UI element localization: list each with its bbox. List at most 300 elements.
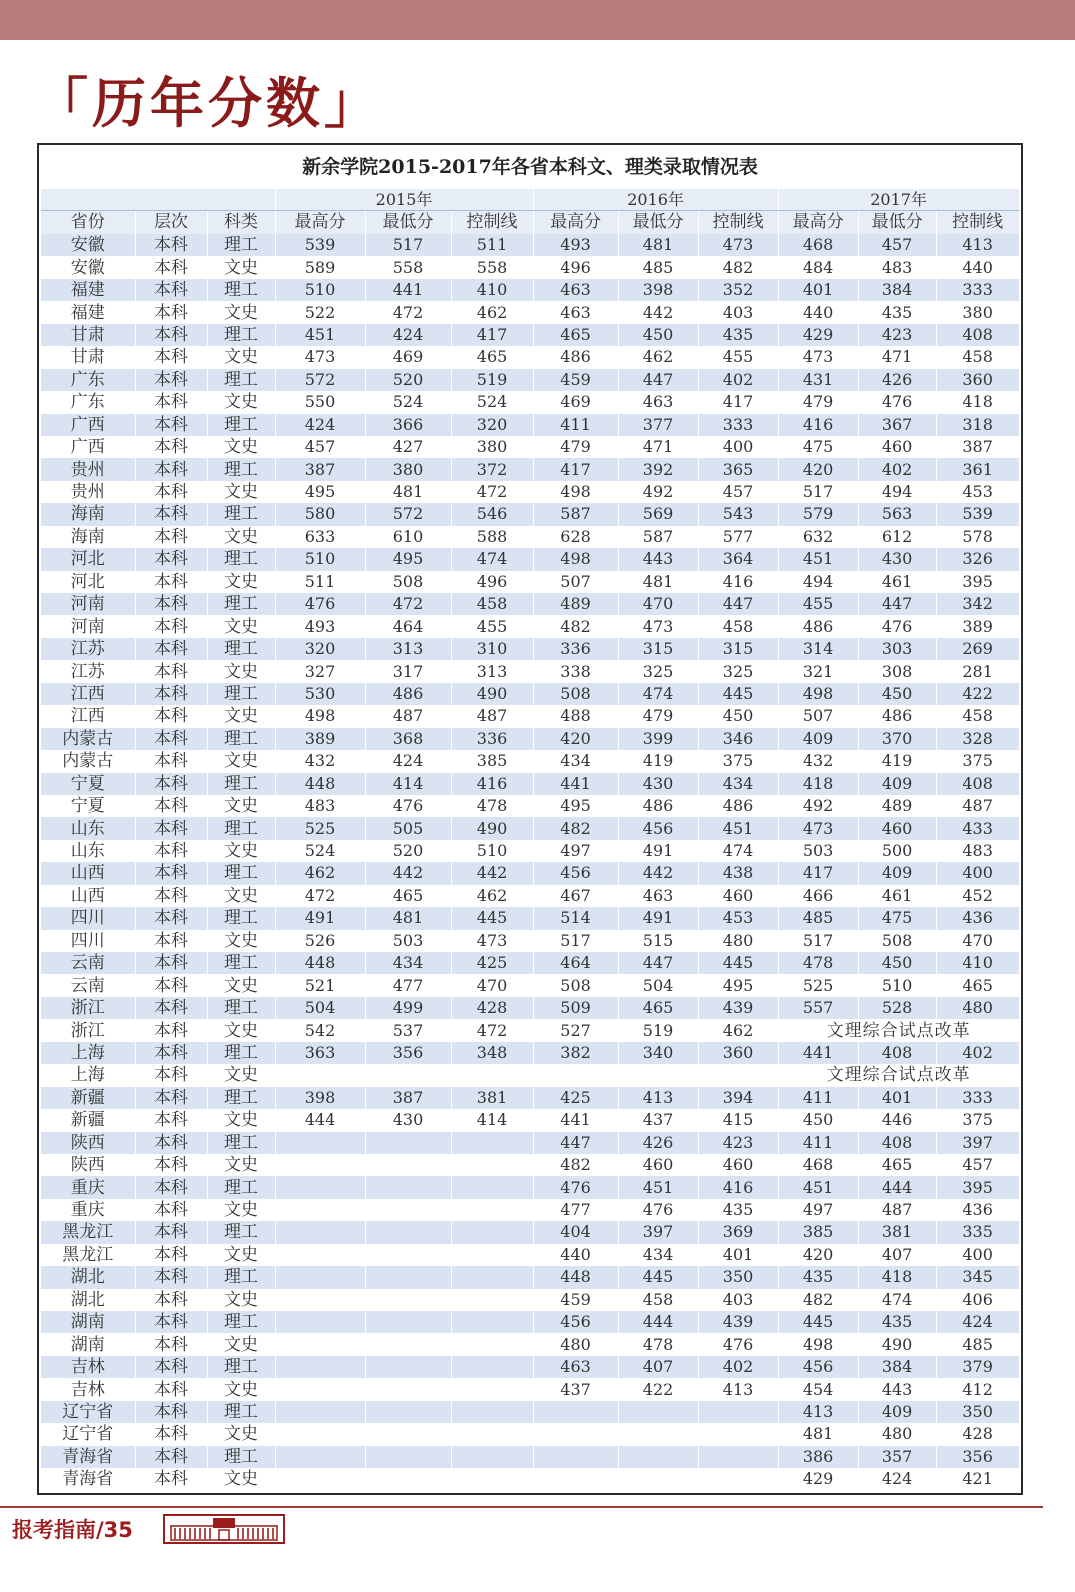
cell-level: 本科 — [135, 1423, 207, 1445]
cell-line-2016: 577 — [698, 526, 778, 548]
table-row — [41, 1333, 1019, 1355]
cell-max-2016: 508 — [533, 683, 618, 705]
cell-province: 河北 — [41, 571, 135, 593]
cell-max-2016: 456 — [533, 1311, 618, 1333]
cell-min-2017: 460 — [858, 817, 936, 839]
table-row — [41, 952, 1019, 974]
cell-min-2017: 494 — [858, 481, 936, 503]
cell-min-2015: 481 — [365, 907, 451, 929]
cell-min-2016: 377 — [618, 414, 698, 436]
cell-min-2016: 463 — [618, 391, 698, 413]
cell-max-2015 — [275, 1468, 365, 1490]
cell-line-2016: 369 — [698, 1221, 778, 1243]
cell-min-2015: 464 — [365, 615, 451, 637]
cell-line-2017: 375 — [936, 1109, 1019, 1131]
cell-max-2016: 496 — [533, 256, 618, 278]
cell-level: 本科 — [135, 1019, 207, 1041]
cell-line-2015: 490 — [451, 817, 533, 839]
cell-level: 本科 — [135, 1199, 207, 1221]
table-row — [41, 997, 1019, 1019]
cell-max-2017: 420 — [778, 1244, 858, 1266]
table-row — [41, 1378, 1019, 1400]
table-row — [41, 391, 1019, 413]
footer-page-label: 报考指南/35 — [12, 1518, 133, 1542]
table-row — [41, 1042, 1019, 1064]
cell-province: 上海 — [41, 1042, 135, 1064]
cell-cat: 理工 — [207, 1042, 275, 1064]
cell-cat: 文史 — [207, 615, 275, 637]
cell-cat: 文史 — [207, 840, 275, 862]
cell-line-2017: 487 — [936, 795, 1019, 817]
cell-cat: 理工 — [207, 907, 275, 929]
cell-min-2015: 572 — [365, 503, 451, 525]
cell-line-2017: 418 — [936, 391, 1019, 413]
cell-max-2017: 479 — [778, 391, 858, 413]
cell-cat: 理工 — [207, 1401, 275, 1423]
cell-province: 辽宁省 — [41, 1401, 135, 1423]
cell-province: 内蒙古 — [41, 750, 135, 772]
cell-level: 本科 — [135, 1266, 207, 1288]
cell-min-2015: 499 — [365, 997, 451, 1019]
cell-province: 吉林 — [41, 1356, 135, 1378]
table-row — [41, 234, 1019, 256]
cell-line-2017: 452 — [936, 885, 1019, 907]
cell-max-2016: 628 — [533, 526, 618, 548]
cell-province: 湖北 — [41, 1266, 135, 1288]
cell-line-2015: 425 — [451, 952, 533, 974]
table-row — [41, 481, 1019, 503]
table-row — [41, 346, 1019, 368]
cell-min-2015: 380 — [365, 458, 451, 480]
cell-max-2017: 503 — [778, 840, 858, 862]
cell-max-2017: 451 — [778, 548, 858, 570]
cell-max-2016: 382 — [533, 1042, 618, 1064]
cell-province: 甘肃 — [41, 346, 135, 368]
cell-level: 本科 — [135, 930, 207, 952]
cell-max-2016: 514 — [533, 907, 618, 929]
cell-max-2017: 416 — [778, 414, 858, 436]
cell-min-2016: 397 — [618, 1221, 698, 1243]
cell-level: 本科 — [135, 1154, 207, 1176]
cell-level: 本科 — [135, 301, 207, 323]
cell-line-2016 — [698, 1468, 778, 1490]
cell-province: 山西 — [41, 862, 135, 884]
cell-cat: 理工 — [207, 638, 275, 660]
cell-level: 本科 — [135, 369, 207, 391]
cell-max-2016: 482 — [533, 615, 618, 637]
table-row — [41, 974, 1019, 996]
cell-max-2016: 434 — [533, 750, 618, 772]
table-row — [41, 256, 1019, 278]
cell-max-2015: 448 — [275, 773, 365, 795]
cell-line-2015: 417 — [451, 324, 533, 346]
cell-min-2015: 537 — [365, 1019, 451, 1041]
cell-min-2017: 447 — [858, 593, 936, 615]
cell-province: 内蒙古 — [41, 728, 135, 750]
cell-min-2015: 495 — [365, 548, 451, 570]
cell-line-2017: 485 — [936, 1333, 1019, 1355]
cell-cat: 文史 — [207, 391, 275, 413]
cell-max-2017: 468 — [778, 234, 858, 256]
cell-min-2015: 368 — [365, 728, 451, 750]
cell-line-2016: 364 — [698, 548, 778, 570]
cell-min-2016: 491 — [618, 840, 698, 862]
cell-max-2015 — [275, 1266, 365, 1288]
cell-line-2015: 470 — [451, 974, 533, 996]
cell-level: 本科 — [135, 1221, 207, 1243]
cell-max-2017: 466 — [778, 885, 858, 907]
cell-min-2016: 419 — [618, 750, 698, 772]
cell-province: 河北 — [41, 548, 135, 570]
cell-max-2015 — [275, 1176, 365, 1198]
cell-min-2016: 451 — [618, 1176, 698, 1198]
cell-max-2016: 336 — [533, 638, 618, 660]
cell-min-2015 — [365, 1064, 451, 1086]
cell-max-2015: 633 — [275, 526, 365, 548]
cell-line-2015: 414 — [451, 1109, 533, 1131]
cell-cat: 理工 — [207, 1221, 275, 1243]
cell-province: 吉林 — [41, 1378, 135, 1400]
cell-max-2015: 448 — [275, 952, 365, 974]
cell-line-2017: 440 — [936, 256, 1019, 278]
cell-cat: 理工 — [207, 683, 275, 705]
cell-province: 福建 — [41, 279, 135, 301]
table-row — [41, 638, 1019, 660]
cell-max-2016: 486 — [533, 346, 618, 368]
cell-min-2016: 481 — [618, 234, 698, 256]
cell-max-2015: 510 — [275, 279, 365, 301]
cell-min-2017: 357 — [858, 1446, 936, 1468]
cell-province: 浙江 — [41, 997, 135, 1019]
cell-line-2017: 281 — [936, 660, 1019, 682]
cell-line-2015 — [451, 1199, 533, 1221]
cell-province: 辽宁省 — [41, 1423, 135, 1445]
cell-line-2016: 438 — [698, 862, 778, 884]
cell-cat: 文史 — [207, 1468, 275, 1490]
cell-min-2016: 491 — [618, 907, 698, 929]
cell-level: 本科 — [135, 414, 207, 436]
cell-max-2015: 462 — [275, 862, 365, 884]
cell-min-2016: 442 — [618, 301, 698, 323]
cell-max-2015: 580 — [275, 503, 365, 525]
cell-cat: 文史 — [207, 974, 275, 996]
cell-min-2016: 340 — [618, 1042, 698, 1064]
cell-province: 青海省 — [41, 1468, 135, 1490]
cell-min-2015 — [365, 1244, 451, 1266]
cell-max-2015: 320 — [275, 638, 365, 660]
cell-cat: 理工 — [207, 414, 275, 436]
cell-cat: 文史 — [207, 1154, 275, 1176]
cell-cat: 理工 — [207, 1132, 275, 1154]
cell-line-2017: 465 — [936, 974, 1019, 996]
cell-max-2016: 441 — [533, 773, 618, 795]
cell-min-2016: 443 — [618, 548, 698, 570]
cell-max-2015: 589 — [275, 256, 365, 278]
cell-min-2017: 500 — [858, 840, 936, 862]
cell-min-2016: 442 — [618, 862, 698, 884]
cell-min-2017: 402 — [858, 458, 936, 480]
cell-line-2016: 315 — [698, 638, 778, 660]
cell-min-2017: 474 — [858, 1289, 936, 1311]
cell-max-2017: 411 — [778, 1087, 858, 1109]
cell-line-2016: 434 — [698, 773, 778, 795]
cell-min-2016: 399 — [618, 728, 698, 750]
table-row — [41, 1132, 1019, 1154]
cell-province: 山东 — [41, 840, 135, 862]
cell-line-2017: 361 — [936, 458, 1019, 480]
cell-line-2015 — [451, 1266, 533, 1288]
cell-line-2015 — [451, 1333, 533, 1355]
cell-min-2016: 481 — [618, 571, 698, 593]
cell-line-2015: 558 — [451, 256, 533, 278]
cell-min-2015: 430 — [365, 1109, 451, 1131]
cell-min-2017: 476 — [858, 615, 936, 637]
cell-line-2017: 412 — [936, 1378, 1019, 1400]
cell-max-2016: 464 — [533, 952, 618, 974]
cell-line-2015 — [451, 1356, 533, 1378]
cell-min-2017: 384 — [858, 279, 936, 301]
cell-min-2017: 528 — [858, 997, 936, 1019]
cell-line-2017: 342 — [936, 593, 1019, 615]
cell-min-2015: 313 — [365, 638, 451, 660]
top-color-band — [0, 0, 1075, 40]
cell-level: 本科 — [135, 1311, 207, 1333]
cell-line-2015: 410 — [451, 279, 533, 301]
cell-line-2015: 524 — [451, 391, 533, 413]
cell-max-2015 — [275, 1244, 365, 1266]
cell-line-2016: 413 — [698, 1378, 778, 1400]
cell-province: 湖南 — [41, 1333, 135, 1355]
cell-cat: 理工 — [207, 279, 275, 301]
cell-level: 本科 — [135, 1244, 207, 1266]
cell-min-2016: 392 — [618, 458, 698, 480]
cell-line-2016: 401 — [698, 1244, 778, 1266]
cell-level: 本科 — [135, 346, 207, 368]
cell-province: 广东 — [41, 391, 135, 413]
table-row — [41, 1401, 1019, 1423]
cell-cat: 理工 — [207, 369, 275, 391]
cell-min-2017: 409 — [858, 862, 936, 884]
cell-province: 四川 — [41, 907, 135, 929]
cell-max-2017: 409 — [778, 728, 858, 750]
cell-line-2016: 416 — [698, 1176, 778, 1198]
cell-note-2017: 文理综合试点改革 — [778, 1064, 1019, 1086]
cell-min-2016: 458 — [618, 1289, 698, 1311]
column-header: 最高分 — [533, 211, 618, 235]
cell-min-2017: 490 — [858, 1333, 936, 1355]
cell-min-2017: 381 — [858, 1221, 936, 1243]
cell-max-2016: 587 — [533, 503, 618, 525]
cell-cat: 文史 — [207, 1423, 275, 1445]
cell-cat: 理工 — [207, 1087, 275, 1109]
cell-line-2016: 495 — [698, 974, 778, 996]
cell-max-2015: 495 — [275, 481, 365, 503]
cell-min-2017: 418 — [858, 1266, 936, 1288]
table-row — [41, 660, 1019, 682]
cell-level: 本科 — [135, 952, 207, 974]
cell-level: 本科 — [135, 615, 207, 637]
cell-min-2015 — [365, 1378, 451, 1400]
cell-min-2017: 461 — [858, 571, 936, 593]
cell-max-2015: 498 — [275, 705, 365, 727]
cell-cat: 文史 — [207, 660, 275, 682]
table-row — [41, 458, 1019, 480]
cell-max-2015 — [275, 1446, 365, 1468]
cell-min-2016: 569 — [618, 503, 698, 525]
cell-cat: 文史 — [207, 526, 275, 548]
cell-line-2017: 328 — [936, 728, 1019, 750]
cell-line-2015: 445 — [451, 907, 533, 929]
cell-min-2016: 519 — [618, 1019, 698, 1041]
column-header: 最低分 — [618, 211, 698, 235]
cell-max-2016 — [533, 1468, 618, 1490]
cell-max-2017: 441 — [778, 1042, 858, 1064]
cell-min-2016: 315 — [618, 638, 698, 660]
cell-min-2015 — [365, 1221, 451, 1243]
cell-max-2015: 524 — [275, 840, 365, 862]
cell-min-2016: 444 — [618, 1311, 698, 1333]
cell-line-2017: 387 — [936, 436, 1019, 458]
cell-max-2015: 525 — [275, 817, 365, 839]
cell-min-2017: 487 — [858, 1199, 936, 1221]
cell-line-2016: 462 — [698, 1019, 778, 1041]
table-row — [41, 436, 1019, 458]
cell-min-2017: 401 — [858, 1087, 936, 1109]
table-row — [41, 1356, 1019, 1378]
cell-max-2016: 404 — [533, 1221, 618, 1243]
cell-line-2016: 400 — [698, 436, 778, 458]
cell-max-2015: 521 — [275, 974, 365, 996]
cell-max-2017: 485 — [778, 907, 858, 929]
cell-max-2017: 492 — [778, 795, 858, 817]
cell-line-2017: 458 — [936, 705, 1019, 727]
cell-max-2017: 413 — [778, 1401, 858, 1423]
cell-line-2017: 406 — [936, 1289, 1019, 1311]
cell-line-2017: 408 — [936, 773, 1019, 795]
cell-cat: 理工 — [207, 1176, 275, 1198]
cell-min-2017: 563 — [858, 503, 936, 525]
cell-cat: 理工 — [207, 458, 275, 480]
cell-province: 江苏 — [41, 638, 135, 660]
cell-line-2016: 474 — [698, 840, 778, 862]
cell-line-2015: 474 — [451, 548, 533, 570]
cell-line-2017: 360 — [936, 369, 1019, 391]
cell-min-2015: 366 — [365, 414, 451, 436]
cell-min-2016: 473 — [618, 615, 698, 637]
cell-max-2015: 542 — [275, 1019, 365, 1041]
cell-line-2015: 458 — [451, 593, 533, 615]
cell-min-2017: 423 — [858, 324, 936, 346]
cell-line-2015: 320 — [451, 414, 533, 436]
cell-level: 本科 — [135, 1378, 207, 1400]
cell-min-2016: 325 — [618, 660, 698, 682]
cell-min-2017: 465 — [858, 1154, 936, 1176]
cell-max-2016: 467 — [533, 885, 618, 907]
cell-max-2017: 432 — [778, 750, 858, 772]
cell-min-2016: 479 — [618, 705, 698, 727]
cell-min-2015: 520 — [365, 840, 451, 862]
cell-min-2016 — [618, 1401, 698, 1423]
cell-max-2016: 437 — [533, 1378, 618, 1400]
cell-line-2016: 402 — [698, 1356, 778, 1378]
cell-max-2016: 465 — [533, 324, 618, 346]
cell-max-2016: 489 — [533, 593, 618, 615]
cell-max-2017: 386 — [778, 1446, 858, 1468]
cell-max-2016: 417 — [533, 458, 618, 480]
cell-max-2017: 517 — [778, 930, 858, 952]
cell-province: 陕西 — [41, 1154, 135, 1176]
cell-level: 本科 — [135, 1401, 207, 1423]
cell-level: 本科 — [135, 638, 207, 660]
cell-min-2015: 434 — [365, 952, 451, 974]
cell-min-2015 — [365, 1333, 451, 1355]
cell-line-2015: 385 — [451, 750, 533, 772]
cell-line-2017: 424 — [936, 1311, 1019, 1333]
cell-level: 本科 — [135, 974, 207, 996]
cell-min-2015: 472 — [365, 301, 451, 323]
cell-max-2015: 398 — [275, 1087, 365, 1109]
cell-max-2016: 441 — [533, 1109, 618, 1131]
cell-line-2016: 403 — [698, 301, 778, 323]
cell-min-2017: 435 — [858, 1311, 936, 1333]
table-row — [41, 728, 1019, 750]
cell-min-2016: 450 — [618, 324, 698, 346]
cell-min-2017: 424 — [858, 1468, 936, 1490]
cell-cat: 理工 — [207, 324, 275, 346]
cell-level: 本科 — [135, 1087, 207, 1109]
cell-max-2015: 472 — [275, 885, 365, 907]
cell-max-2015: 511 — [275, 571, 365, 593]
cell-min-2017: 510 — [858, 974, 936, 996]
cell-cat: 文史 — [207, 1109, 275, 1131]
cell-province: 甘肃 — [41, 324, 135, 346]
cell-line-2016: 476 — [698, 1333, 778, 1355]
cell-level: 本科 — [135, 526, 207, 548]
table-row — [41, 1289, 1019, 1311]
cell-level: 本科 — [135, 436, 207, 458]
cell-province: 河南 — [41, 593, 135, 615]
cell-max-2017: 478 — [778, 952, 858, 974]
cell-line-2017: 480 — [936, 997, 1019, 1019]
cell-line-2015: 465 — [451, 346, 533, 368]
cell-cat: 理工 — [207, 503, 275, 525]
cell-cat: 理工 — [207, 997, 275, 1019]
table-row — [41, 301, 1019, 323]
cell-max-2017: 420 — [778, 458, 858, 480]
cell-province: 江苏 — [41, 660, 135, 682]
cell-cat: 文史 — [207, 1378, 275, 1400]
cell-min-2016: 462 — [618, 346, 698, 368]
cell-min-2017: 407 — [858, 1244, 936, 1266]
cell-min-2016: 485 — [618, 256, 698, 278]
cell-province: 云南 — [41, 952, 135, 974]
cell-max-2015 — [275, 1378, 365, 1400]
cell-line-2016: 325 — [698, 660, 778, 682]
cell-level: 本科 — [135, 548, 207, 570]
cell-min-2015: 477 — [365, 974, 451, 996]
cell-level: 本科 — [135, 817, 207, 839]
cell-province: 黑龙江 — [41, 1221, 135, 1243]
table-row — [41, 1109, 1019, 1131]
cell-max-2016: 495 — [533, 795, 618, 817]
cell-max-2016: 509 — [533, 997, 618, 1019]
cell-province: 新疆 — [41, 1109, 135, 1131]
cell-line-2016: 416 — [698, 571, 778, 593]
cell-min-2016: 478 — [618, 1333, 698, 1355]
cell-max-2016: 527 — [533, 1019, 618, 1041]
table-row — [41, 369, 1019, 391]
cell-line-2015: 455 — [451, 615, 533, 637]
